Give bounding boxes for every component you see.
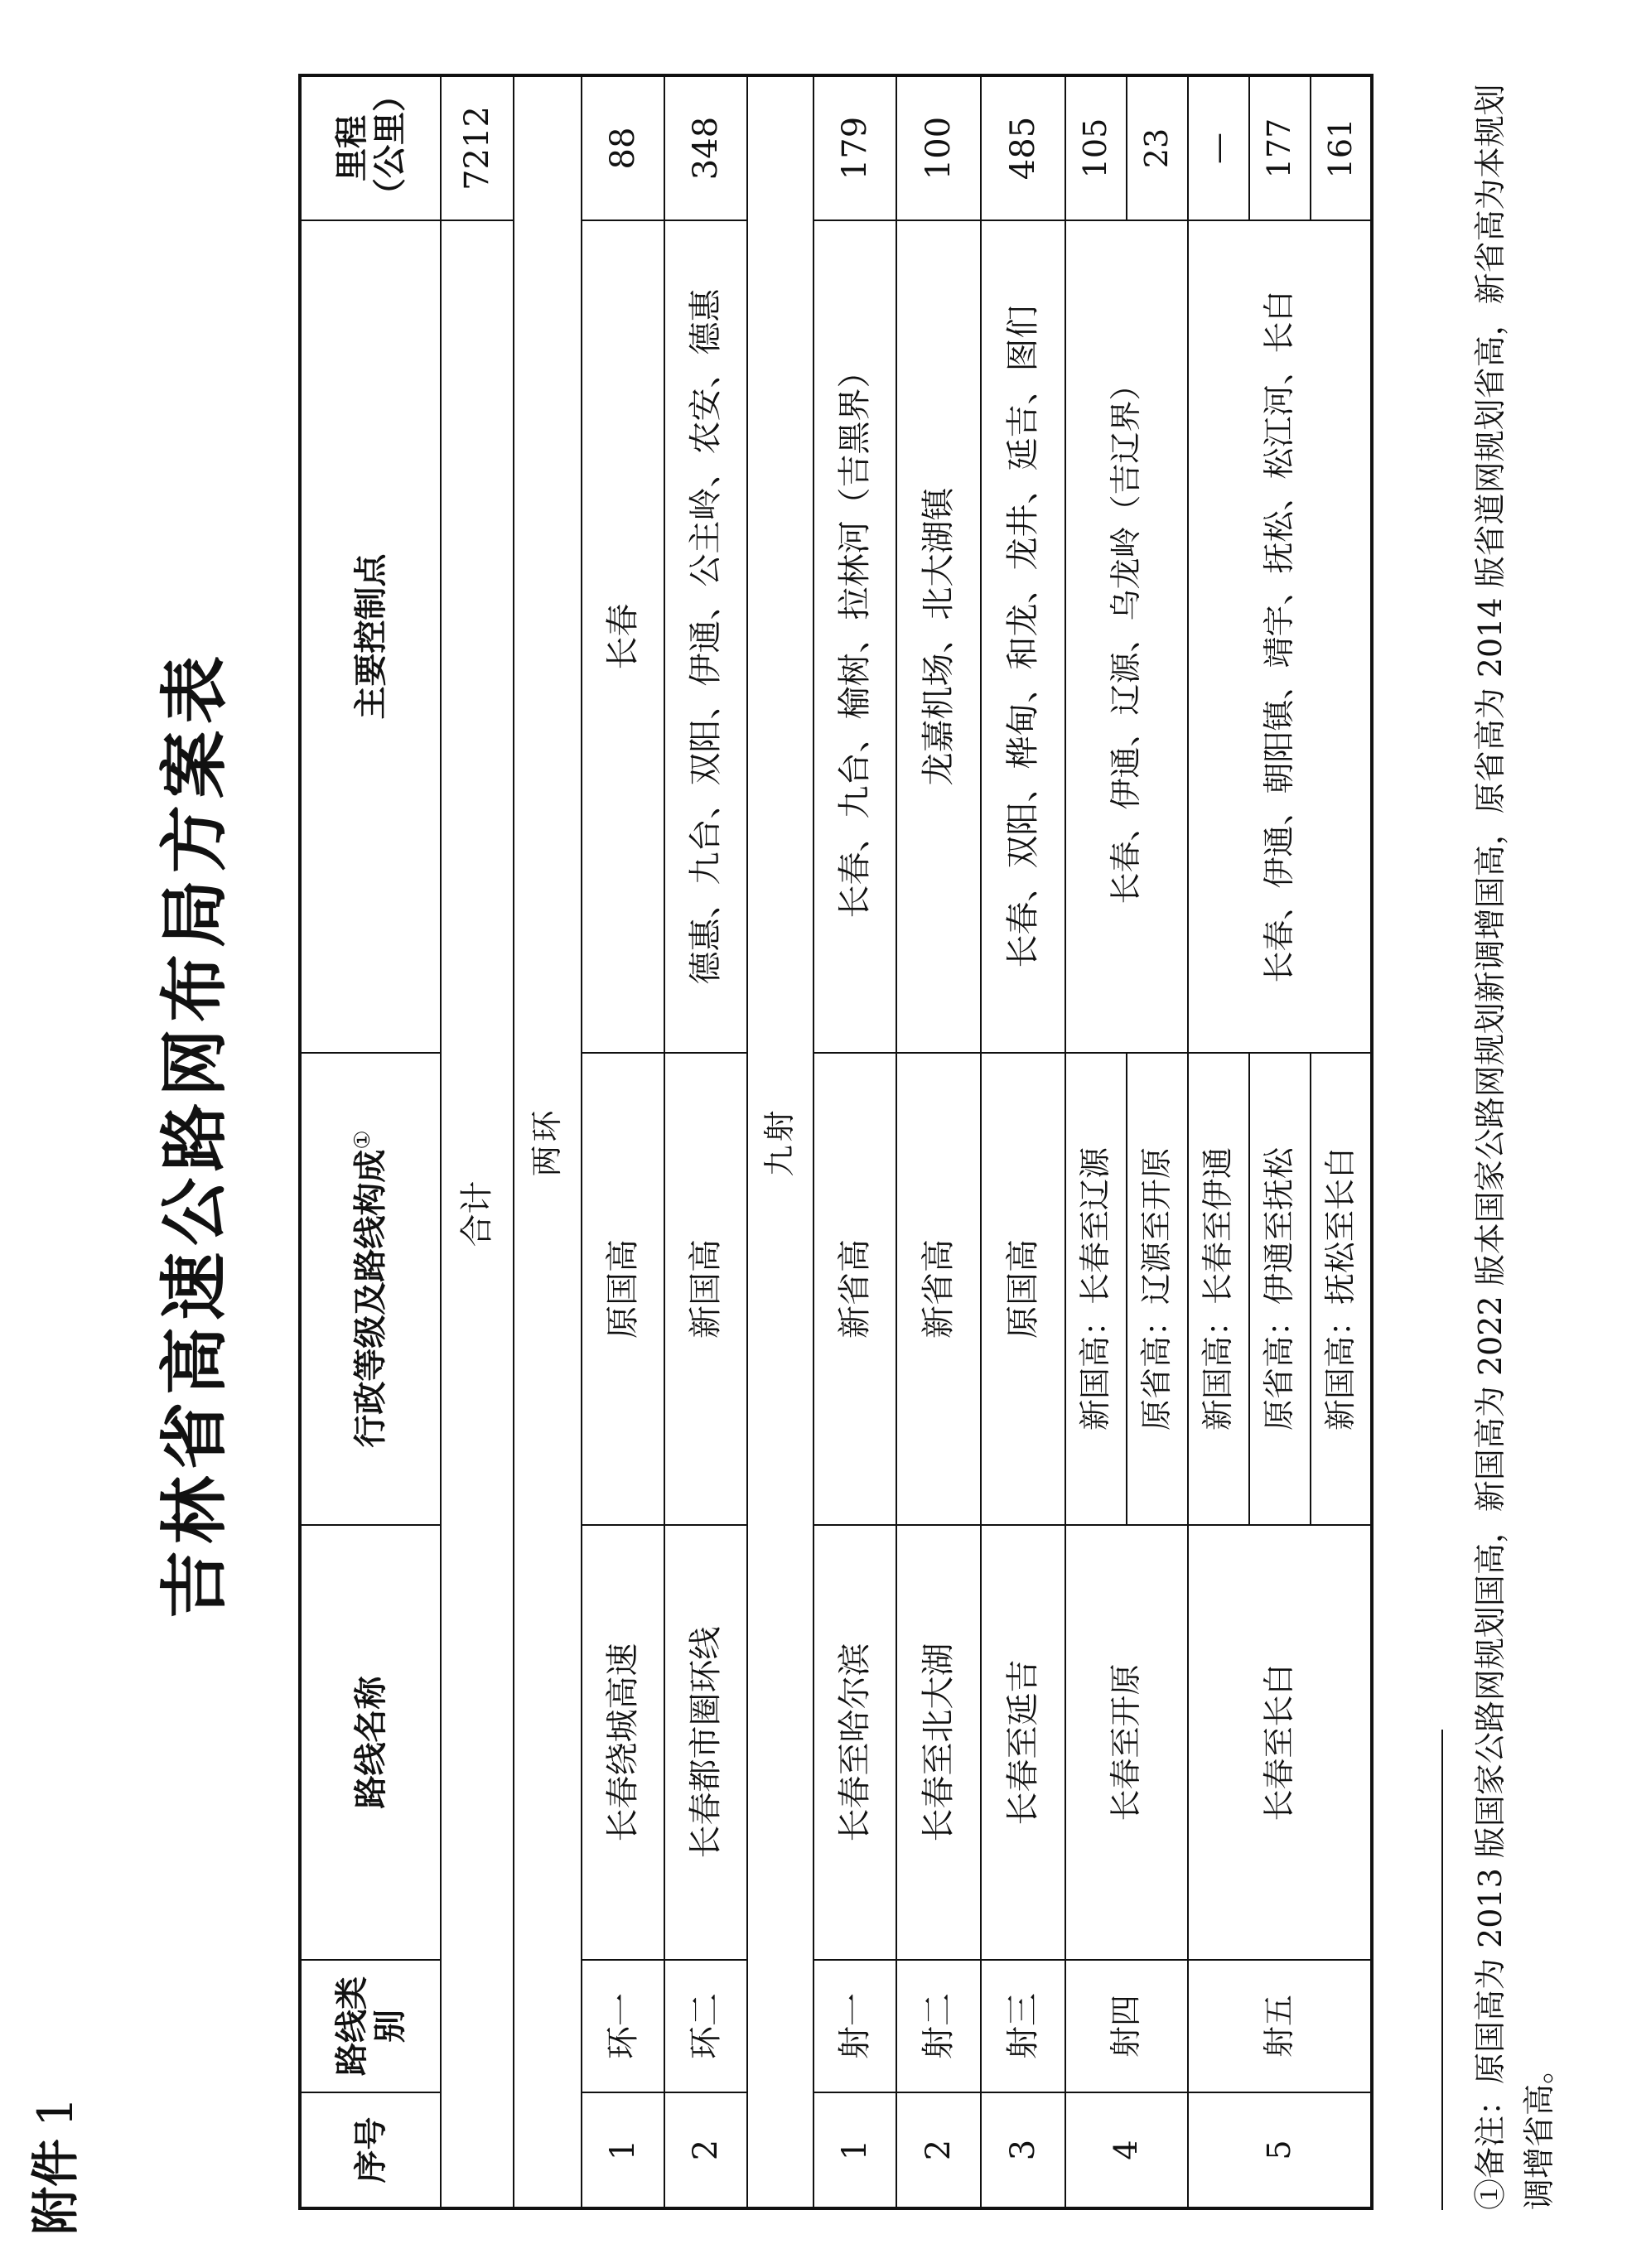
row-name: 长春至哈尔滨 bbox=[814, 1525, 896, 1960]
row-grade: 新国高：抚松至长白 bbox=[1311, 1053, 1372, 1525]
attachment-number: 1 bbox=[27, 2097, 84, 2127]
row-category: 射五 bbox=[1188, 1960, 1372, 2092]
row-seq: 2 bbox=[664, 2092, 747, 2208]
header-points: 主要控制点 bbox=[300, 220, 441, 1053]
row-seq: 2 bbox=[896, 2092, 981, 2208]
header-row bbox=[300, 75, 441, 2208]
row-category: 射二 bbox=[896, 1960, 981, 2092]
row-seq: 5 bbox=[1188, 2092, 1372, 2208]
row-grade: 新国高 bbox=[664, 1053, 747, 1525]
row-points: 长春 bbox=[582, 220, 664, 1053]
header-category: 路线类别 bbox=[300, 1960, 441, 2092]
row-name: 长春绕城高速 bbox=[582, 1525, 664, 1960]
row-name: 长春至开原 bbox=[1065, 1525, 1188, 1960]
total-label: 合计 bbox=[441, 220, 514, 2208]
row-mileage: 485 bbox=[981, 75, 1065, 220]
row-grade: 原省高：伊通至抚松 bbox=[1249, 1053, 1311, 1525]
row-mileage: — bbox=[1188, 75, 1249, 220]
table-row bbox=[664, 75, 747, 2208]
table-row bbox=[582, 75, 664, 2208]
attachment-label bbox=[17, 2097, 86, 2235]
row-name: 长春至长白 bbox=[1188, 1525, 1372, 1960]
table-row bbox=[1188, 75, 1249, 2208]
row-points: 德惠、九台、双阳、伊通、公主岭、农安、德惠 bbox=[664, 220, 747, 1053]
row-category: 环一 bbox=[582, 1960, 664, 2092]
row-grade: 原省高：辽源至开原 bbox=[1127, 1053, 1188, 1525]
row-name: 长春至北大湖 bbox=[896, 1525, 981, 1960]
row-mileage: 177 bbox=[1249, 75, 1311, 220]
row-category: 射一 bbox=[814, 1960, 896, 2092]
total-row bbox=[441, 75, 514, 2208]
row-mileage: 105 bbox=[1065, 75, 1127, 220]
row-points: 龙嘉机场、北大湖镇 bbox=[896, 220, 981, 1053]
header-grade bbox=[300, 1053, 441, 1525]
attachment-text: 附件 bbox=[27, 2138, 84, 2235]
section-radial: 九射 bbox=[747, 75, 814, 2208]
row-grade: 新国高：长春至伊通 bbox=[1188, 1053, 1249, 1525]
header-mileage: 里程（公里） bbox=[300, 75, 441, 220]
section-ring: 两环 bbox=[514, 75, 582, 2208]
header-grade-text: 行政等级及路线构成 bbox=[351, 1149, 390, 1448]
highway-layout-table bbox=[298, 74, 1374, 2210]
row-grade: 原国高 bbox=[582, 1053, 664, 1525]
row-grade: 新国高：长春至辽源 bbox=[1065, 1053, 1127, 1525]
row-mileage: 179 bbox=[814, 75, 896, 220]
footnote: ①备注：原国高为 2013 版国家公路网规划国高，新国高为 2022 版本国家公路网规划新调增国高，原省高为 2014 版省道网规划省高，新省高为本规划调增省高。 bbox=[1472, 84, 1557, 2210]
row-seq: 1 bbox=[582, 2092, 664, 2208]
row-mileage: 161 bbox=[1311, 75, 1372, 220]
row-name: 长春至延吉 bbox=[981, 1525, 1065, 1960]
section-row-radial bbox=[747, 75, 814, 2208]
row-grade: 新省高 bbox=[896, 1053, 981, 1525]
row-category: 射四 bbox=[1065, 1960, 1188, 2092]
header-seq: 序号 bbox=[300, 2092, 441, 2208]
row-points: 长春、双阳、桦甸、和龙、龙井、延吉、图们 bbox=[981, 220, 1065, 1053]
table-row bbox=[814, 75, 896, 2208]
row-points: 长春、伊通、朝阳镇、靖宇、抚松、松江河、长白 bbox=[1188, 220, 1372, 1053]
row-mileage: 100 bbox=[896, 75, 981, 220]
footnote-divider bbox=[1441, 1730, 1443, 2210]
row-seq: 3 bbox=[981, 2092, 1065, 2208]
total-mileage: 7212 bbox=[441, 75, 514, 220]
row-mileage: 23 bbox=[1127, 75, 1188, 220]
header-grade-note: ① bbox=[350, 1130, 376, 1150]
row-points: 长春、九台、榆树、拉林河（吉黑界） bbox=[814, 220, 896, 1053]
row-name: 长春都市圈环线 bbox=[664, 1525, 747, 1960]
table-row bbox=[1065, 75, 1127, 2208]
row-grade: 原国高 bbox=[981, 1053, 1065, 1525]
row-grade: 新省高 bbox=[814, 1053, 896, 1525]
row-points: 长春、伊通、辽源、乌龙岭（吉辽界） bbox=[1065, 220, 1188, 1053]
page-title: 吉林省高速公路网布局方案表 bbox=[155, 649, 234, 1619]
row-seq: 1 bbox=[814, 2092, 896, 2208]
row-mileage: 88 bbox=[582, 75, 664, 220]
row-category: 环二 bbox=[664, 1960, 747, 2092]
row-seq: 4 bbox=[1065, 2092, 1188, 2208]
header-name: 路线名称 bbox=[300, 1525, 441, 1960]
table-row bbox=[981, 75, 1065, 2208]
section-row-ring bbox=[514, 75, 582, 2208]
row-mileage: 348 bbox=[664, 75, 747, 220]
table-row bbox=[896, 75, 981, 2208]
row-category: 射三 bbox=[981, 1960, 1065, 2092]
